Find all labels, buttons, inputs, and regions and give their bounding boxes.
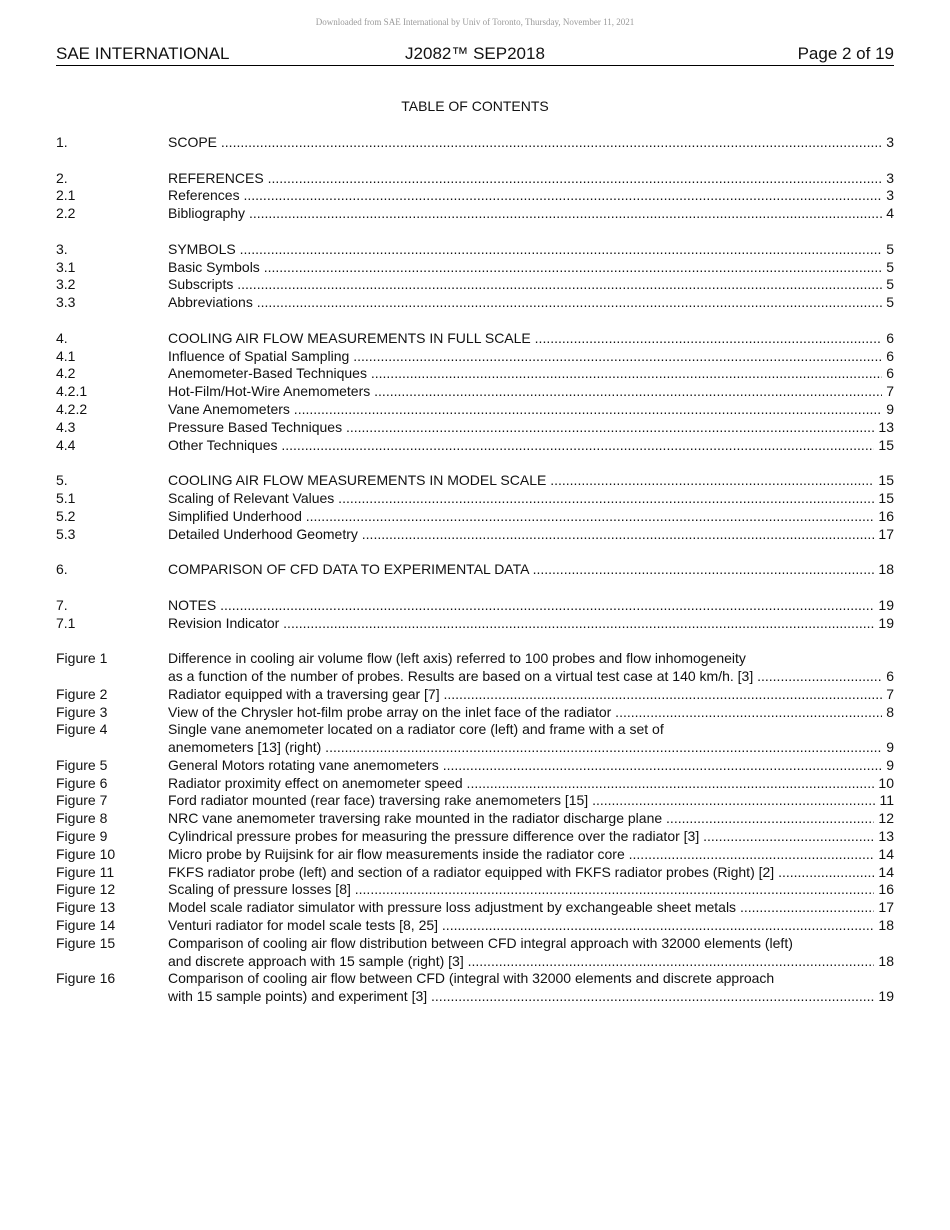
- toc-entry-number: 5.: [56, 472, 68, 489]
- toc-entry-title: References .....: [168, 187, 894, 205]
- header-page-number: Page 2 of 19: [797, 44, 894, 63]
- toc-entry[interactable]: [56, 259, 894, 277]
- toc-entry-page: 9: [882, 401, 894, 419]
- toc-entry-number: Figure 15: [56, 934, 116, 951]
- toc-entry-title: Cylindrical pressure probes for measuring the pressure difference over the radiator [3] .....: [168, 828, 894, 846]
- toc-entry[interactable]: [56, 276, 894, 294]
- toc-entry-page: 6: [882, 330, 894, 348]
- toc-entry[interactable]: [56, 686, 894, 704]
- toc-entry-number: Figure 13: [56, 899, 116, 916]
- toc-entry-title: anemometers [13] (right) .....: [168, 739, 894, 757]
- toc-entry-page: 14: [874, 864, 894, 882]
- toc-entry-number: Figure 8: [56, 810, 108, 827]
- toc-entry-number: 4.: [56, 329, 68, 346]
- toc-entry-number: 5.1: [56, 489, 76, 506]
- toc-entry-page: 19: [874, 615, 894, 633]
- toc-entry-number: 1.: [56, 134, 68, 150]
- toc-entry-page: 5: [882, 259, 894, 277]
- table-of-contents: [56, 134, 894, 1024]
- toc-group: [56, 134, 894, 152]
- toc-entry-number: 5.2: [56, 507, 76, 524]
- toc-entry-title: Basic Symbols .....: [168, 259, 894, 277]
- toc-entry-title: with 15 sample points) and experiment [3] .....: [168, 988, 894, 1006]
- toc-entry-page: 3: [882, 134, 894, 152]
- toc-entry-number: Figure 5: [56, 756, 108, 773]
- toc-entry-title: Revision Indicator .....: [168, 615, 894, 633]
- toc-entry[interactable]: [56, 988, 894, 1006]
- toc-entry-number: 4.2.2: [56, 400, 88, 417]
- toc-entry-page: 8: [882, 704, 894, 722]
- toc-entry-page: 3: [882, 170, 894, 188]
- toc-entry-title: as a function of the number of probes. Results are based on a virtual test case at 140 km/h. [3] .....: [168, 668, 894, 686]
- toc-entry-page: 18: [874, 561, 894, 579]
- toc-entry[interactable]: [56, 970, 894, 988]
- toc-entry-title: Other Techniques .....: [168, 437, 894, 455]
- toc-entry-page: 19: [874, 597, 894, 615]
- header-document-id: J2082™ SEP2018: [405, 44, 545, 63]
- toc-entry-number: Figure 10: [56, 845, 116, 862]
- toc-entry-page: 5: [882, 276, 894, 294]
- toc-entry-page: 13: [874, 419, 894, 437]
- toc-entry-page: 19: [874, 988, 894, 1006]
- toc-entry-number: Figure 6: [56, 774, 108, 791]
- toc-entry-number: 4.2: [56, 365, 76, 382]
- toc-entry[interactable]: [56, 490, 894, 508]
- toc-entry-title: Anemometer-Based Techniques .....: [168, 365, 894, 383]
- toc-entry[interactable]: [56, 348, 894, 366]
- toc-entry-page: 11: [875, 792, 894, 810]
- toc-entry-number: Figure 14: [56, 917, 116, 934]
- toc-entry[interactable]: [56, 828, 894, 846]
- header-publisher: SAE INTERNATIONAL: [56, 44, 230, 63]
- toc-entry-number: Figure 2: [56, 685, 108, 702]
- toc-entry-page: 9: [882, 739, 894, 757]
- toc-entry-number: 4.3: [56, 418, 76, 435]
- toc-entry-title: Vane Anemometers .....: [168, 401, 894, 419]
- toc-entry-number: 2.: [56, 169, 68, 186]
- toc-entry-title: Venturi radiator for model scale tests [8, 25] .....: [168, 917, 894, 935]
- toc-entry[interactable]: [56, 401, 894, 419]
- toc-entry-title: SYMBOLS .....: [168, 241, 894, 259]
- toc-entry[interactable]: [56, 526, 894, 544]
- toc-entry-page: 16: [874, 881, 894, 899]
- toc-entry[interactable]: [56, 365, 894, 383]
- toc-entry-title: COMPARISON OF CFD DATA TO EXPERIMENTAL DATA .....: [168, 561, 894, 579]
- toc-entry-page: 15: [874, 472, 894, 490]
- toc-entry[interactable]: [56, 205, 894, 223]
- toc-entry-number: 6.: [56, 561, 68, 578]
- toc-entry-number: 2.2: [56, 205, 76, 222]
- toc-entry[interactable]: [56, 597, 894, 615]
- toc-entry-number: 3.3: [56, 294, 76, 311]
- toc-entry-page: 18: [874, 953, 894, 971]
- toc-entry-number: 4.2.1: [56, 383, 88, 400]
- toc-entry[interactable]: [56, 472, 894, 490]
- toc-entry-page: 17: [874, 899, 894, 917]
- toc-entry[interactable]: [56, 757, 894, 775]
- toc-entry-page: 15: [874, 490, 894, 508]
- toc-entry-page: 7: [882, 686, 894, 704]
- toc-entry[interactable]: [56, 419, 894, 437]
- toc-entry-title: FKFS radiator probe (left) and section of a radiator equipped with FKFS radiator probes (Right) [2] .....: [168, 864, 894, 882]
- toc-entry[interactable]: [56, 187, 894, 205]
- toc-entry-page: 14: [874, 846, 894, 864]
- toc-entry[interactable]: [56, 650, 894, 668]
- toc-entry-title: Model scale radiator simulator with pressure loss adjustment by exchangeable sheet metals .....: [168, 899, 894, 917]
- toc-entry-page: 3: [882, 187, 894, 205]
- toc-entry[interactable]: [56, 704, 894, 722]
- toc-entry[interactable]: [56, 739, 894, 757]
- toc-entry-number: 3.: [56, 240, 68, 257]
- toc-entry-page: 6: [882, 348, 894, 366]
- toc-entry-title: Pressure Based Techniques .....: [168, 419, 894, 437]
- toc-entry[interactable]: [56, 383, 894, 401]
- toc-entry-number: 5.3: [56, 525, 76, 542]
- toc-entry-title: Scaling of Relevant Values .....: [168, 490, 894, 508]
- toc-entry-title: General Motors rotating vane anemometers .....: [168, 757, 894, 775]
- toc-entry[interactable]: [56, 810, 894, 828]
- toc-entry-title: Difference in cooling air volume flow (left axis) referred to 100 probes and flow inhomogeneity: [168, 650, 746, 667]
- toc-entry-number: Figure 3: [56, 703, 108, 720]
- toc-entry-number: 3.1: [56, 258, 76, 275]
- toc-group: [56, 597, 894, 633]
- toc-entry[interactable]: [56, 953, 894, 971]
- toc-entry[interactable]: [56, 615, 894, 633]
- toc-entry[interactable]: [56, 846, 894, 864]
- toc-entry[interactable]: [56, 721, 894, 739]
- toc-entry-title: Scaling of pressure losses [8] .....: [168, 881, 894, 899]
- download-watermark: Downloaded from SAE International by Univ of Toronto, Thursday, November 11, 2021: [315, 17, 635, 27]
- toc-entry-title: NRC vane anemometer traversing rake mounted in the radiator discharge plane .....: [168, 810, 894, 828]
- toc-entry-page: 7: [882, 383, 894, 401]
- toc-group: [56, 241, 894, 312]
- toc-entry-title: SCOPE .....: [168, 134, 894, 152]
- toc-entry-page: 15: [874, 437, 894, 455]
- toc-entry[interactable]: [56, 917, 894, 935]
- toc-entry[interactable]: [56, 899, 894, 917]
- toc-entry-number: Figure 9: [56, 828, 108, 845]
- toc-entry-title: Ford radiator mounted (rear face) traversing rake anemometers [15] .....: [168, 792, 894, 810]
- toc-entry-title: Hot-Film/Hot-Wire Anemometers .....: [168, 383, 894, 401]
- toc-entry-page: 12: [874, 810, 894, 828]
- page-header: [56, 44, 894, 66]
- toc-entry-title: View of the Chrysler hot-film probe array on the inlet face of the radiator .....: [168, 704, 894, 722]
- toc-entry-page: 4: [882, 205, 894, 223]
- toc-entry-page: 6: [882, 668, 894, 686]
- toc-entry-number: Figure 12: [56, 881, 116, 898]
- toc-entry-number: Figure 4: [56, 721, 108, 738]
- toc-entry[interactable]: [56, 294, 894, 312]
- toc-entry-title: Radiator equipped with a traversing gear [7] .....: [168, 686, 894, 704]
- toc-entry-title: COOLING AIR FLOW MEASUREMENTS IN FULL SCALE .....: [168, 330, 894, 348]
- toc-entry-title: Abbreviations .....: [168, 294, 894, 312]
- toc-entry[interactable]: [56, 775, 894, 793]
- toc-entry[interactable]: [56, 437, 894, 455]
- toc-entry-number: 4.1: [56, 347, 76, 364]
- toc-entry-title: Single vane anemometer located on a radiator core (left) and frame with a set of: [168, 721, 664, 738]
- toc-entry-title: COOLING AIR FLOW MEASUREMENTS IN MODEL SCALE .....: [168, 472, 894, 490]
- toc-entry-number: 7.: [56, 596, 68, 613]
- toc-entry-page: 17: [874, 526, 894, 544]
- toc-title: TABLE OF CONTENTS: [401, 98, 549, 114]
- toc-group: [56, 650, 894, 1006]
- toc-entry-number: 3.2: [56, 276, 76, 293]
- toc-entry-page: 5: [882, 241, 894, 259]
- toc-entry[interactable]: [56, 134, 894, 152]
- toc-entry-title: Influence of Spatial Sampling .....: [168, 348, 894, 366]
- toc-entry-title: Radiator proximity effect on anemometer speed .....: [168, 775, 894, 793]
- toc-entry[interactable]: [56, 668, 894, 686]
- toc-entry-page: 9: [882, 757, 894, 775]
- toc-group: [56, 330, 894, 455]
- toc-entry[interactable]: [56, 170, 894, 188]
- toc-entry-number: Figure 16: [56, 970, 116, 987]
- toc-group: [56, 561, 894, 579]
- toc-entry-number: Figure 7: [56, 792, 108, 809]
- toc-entry-title: Comparison of cooling air flow distribution between CFD integral approach with 32000 elements (left): [168, 934, 793, 951]
- toc-entry[interactable]: [56, 241, 894, 259]
- toc-entry-title: Micro probe by Ruijsink for air flow measurements inside the radiator core .....: [168, 846, 894, 864]
- toc-entry[interactable]: [56, 935, 894, 953]
- toc-group: [56, 170, 894, 223]
- toc-entry-title: Subscripts .....: [168, 276, 894, 294]
- toc-entry[interactable]: [56, 330, 894, 348]
- toc-entry-title: Bibliography .....: [168, 205, 894, 223]
- toc-entry-number: Figure 11: [56, 863, 115, 880]
- toc-entry-title: Simplified Underhood .....: [168, 508, 894, 526]
- toc-entry-number: 4.4: [56, 436, 76, 453]
- toc-entry-title: and discrete approach with 15 sample (right) [3] .....: [168, 953, 894, 971]
- toc-entry-number: Figure 1: [56, 650, 108, 667]
- toc-entry[interactable]: [56, 864, 894, 882]
- toc-entry[interactable]: [56, 881, 894, 899]
- toc-entry-number: 2.1: [56, 187, 76, 204]
- toc-entry[interactable]: [56, 561, 894, 579]
- toc-entry-page: 10: [874, 775, 894, 793]
- toc-entry-page: 6: [882, 365, 894, 383]
- toc-entry-page: 18: [874, 917, 894, 935]
- toc-entry-title: REFERENCES .....: [168, 170, 894, 188]
- toc-entry-title: Comparison of cooling air flow between CFD (integral with 32000 elements and discrete approach: [168, 970, 775, 987]
- toc-entry-number: 7.1: [56, 614, 76, 631]
- toc-entry-page: 5: [882, 294, 894, 312]
- toc-entry[interactable]: [56, 792, 894, 810]
- toc-group: [56, 472, 894, 543]
- toc-entry-title: NOTES .....: [168, 597, 894, 615]
- toc-entry[interactable]: [56, 508, 894, 526]
- toc-entry-page: 13: [874, 828, 894, 846]
- toc-entry-title: Detailed Underhood Geometry .....: [168, 526, 894, 544]
- toc-entry-page: 16: [874, 508, 894, 526]
